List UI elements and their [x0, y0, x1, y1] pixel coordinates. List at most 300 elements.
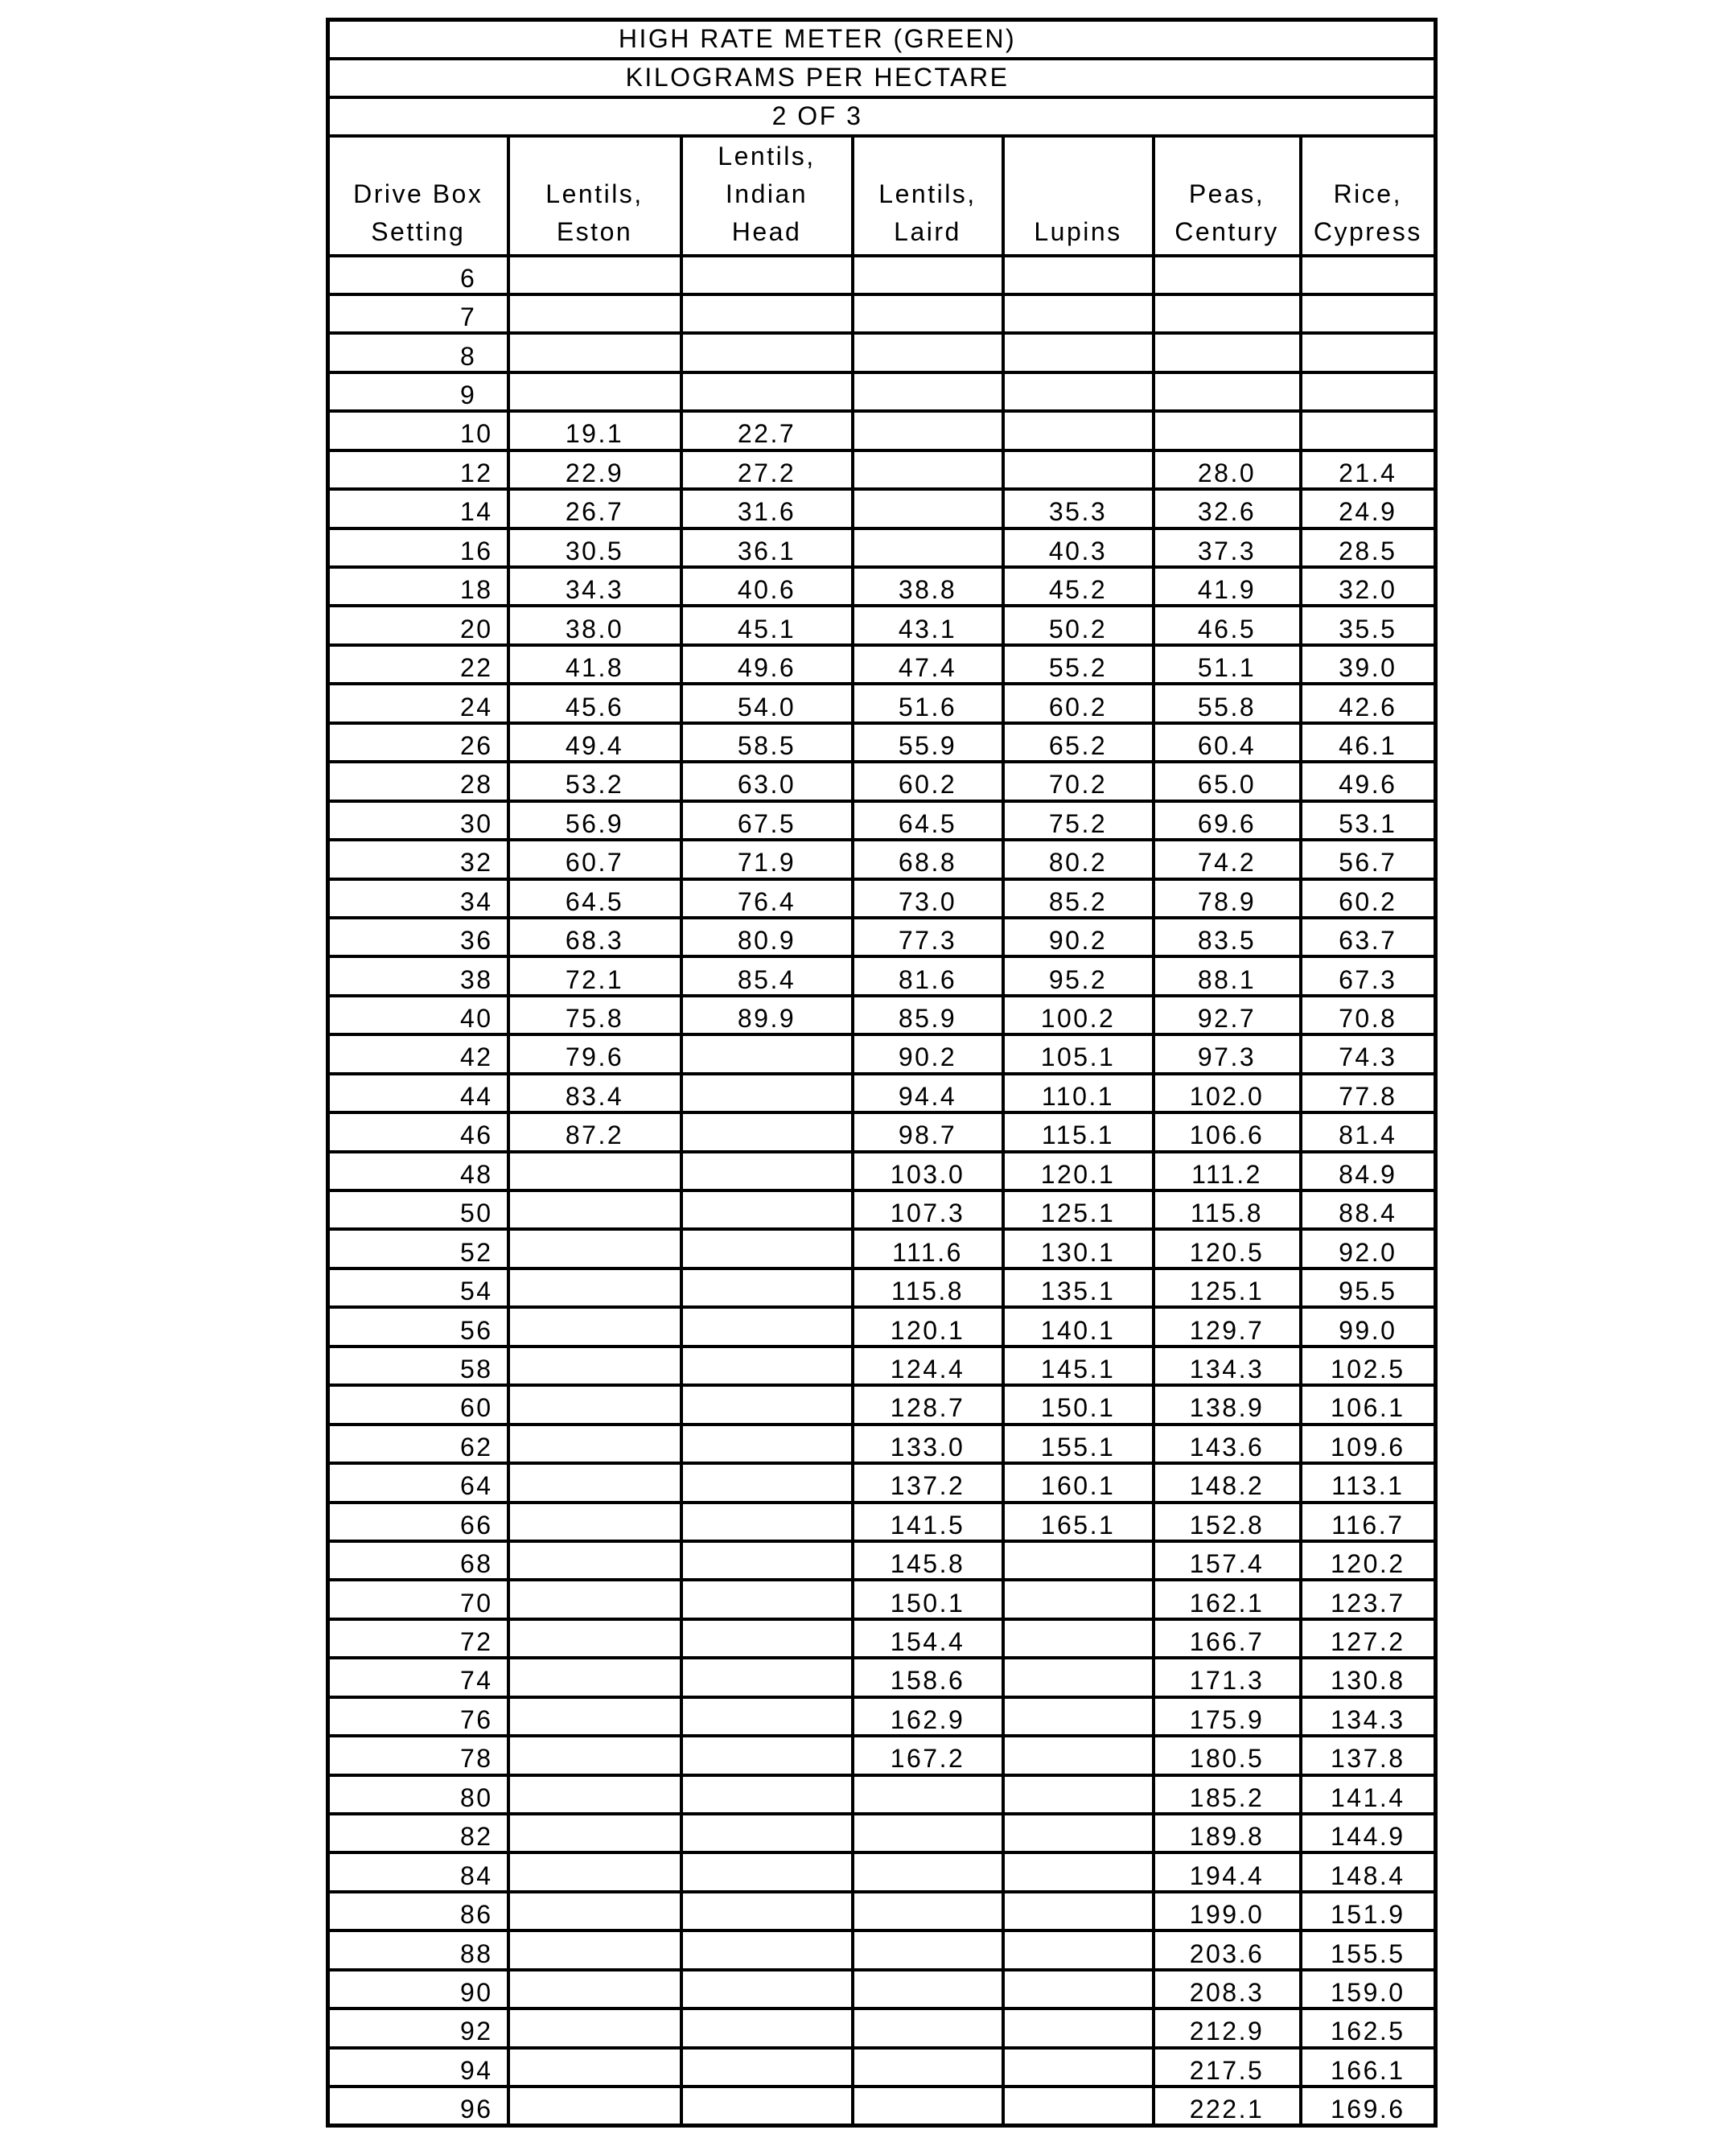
cell-lentils-eston: 38.0: [508, 606, 681, 644]
cell-lupins: 40.3: [1003, 528, 1154, 567]
cell-lentils-laird: 85.9: [853, 996, 1003, 1034]
table-row: [328, 372, 1436, 411]
cell-lentils-eston: [508, 1190, 681, 1229]
cell-lentils-eston: [508, 294, 681, 333]
cell-lentils-indian-head: [681, 1152, 853, 1190]
cell-lentils-laird: [853, 372, 1003, 411]
cell-lentils-indian-head: [681, 1775, 853, 1814]
setting-cell: 14: [328, 489, 508, 528]
table-row: [328, 294, 1436, 333]
cell-lupins: 160.1: [1003, 1463, 1154, 1502]
cell-lentils-indian-head: 49.6: [681, 645, 853, 684]
cell-lupins: [1003, 411, 1154, 450]
setting-cell: 48: [328, 1152, 508, 1190]
cell-rice-cypress: 63.7: [1301, 918, 1436, 956]
cell-lentils-eston: [508, 1892, 681, 1930]
cell-peas-century: 203.6: [1154, 1930, 1301, 1969]
setting-cell: 88: [328, 1930, 508, 1969]
cell-lentils-indian-head: [681, 1697, 853, 1736]
cell-lentils-indian-head: 71.9: [681, 840, 853, 878]
cell-lentils-eston: [508, 1736, 681, 1774]
cell-lentils-eston: 19.1: [508, 411, 681, 450]
cell-lentils-laird: 137.2: [853, 1463, 1003, 1502]
setting-cell: 24: [328, 684, 508, 722]
cell-lentils-laird: 94.4: [853, 1074, 1003, 1112]
cell-lentils-eston: 53.2: [508, 762, 681, 800]
cell-rice-cypress: 155.5: [1301, 1930, 1436, 1969]
cell-lentils-eston: 34.3: [508, 567, 681, 606]
cell-rice-cypress: 70.8: [1301, 996, 1436, 1034]
cell-lentils-eston: 87.2: [508, 1112, 681, 1151]
cell-lentils-laird: 107.3: [853, 1190, 1003, 1229]
cell-lupins: 115.1: [1003, 1112, 1154, 1151]
cell-lentils-laird: 124.4: [853, 1347, 1003, 1385]
cell-lentils-indian-head: [681, 2087, 853, 2126]
setting-cell: 90: [328, 1970, 508, 2008]
cell-lentils-eston: 41.8: [508, 645, 681, 684]
table-title: HIGH RATE METER (GREEN): [328, 20, 1436, 59]
cell-lentils-eston: [508, 1347, 681, 1385]
cell-peas-century: 180.5: [1154, 1736, 1301, 1774]
table-row: [328, 1775, 1436, 1814]
cell-lentils-eston: 83.4: [508, 1074, 681, 1112]
table-row: [328, 1307, 1436, 1346]
high-rate-meter-table: [326, 18, 1438, 2128]
table-row: [328, 2048, 1436, 2087]
cell-lentils-laird: 167.2: [853, 1736, 1003, 1774]
setting-cell: 78: [328, 1736, 508, 1774]
cell-lentils-indian-head: [681, 1970, 853, 2008]
table-row: [328, 1112, 1436, 1151]
cell-peas-century: 115.8: [1154, 1190, 1301, 1229]
setting-cell: 66: [328, 1503, 508, 1541]
setting-cell: 46: [328, 1112, 508, 1151]
table-row: [328, 684, 1436, 722]
cell-lentils-indian-head: [681, 1074, 853, 1112]
cell-lupins: [1003, 372, 1154, 411]
table-row: [328, 1930, 1436, 1969]
cell-peas-century: 208.3: [1154, 1970, 1301, 2008]
cell-peas-century: 28.0: [1154, 450, 1301, 489]
column-header-lentils-laird: Lentils, Laird: [853, 136, 1003, 256]
cell-lentils-indian-head: [681, 1463, 853, 1502]
cell-lentils-indian-head: [681, 1580, 853, 1618]
title-row: [328, 20, 1436, 59]
cell-lupins: 145.1: [1003, 1347, 1154, 1385]
cell-lentils-eston: [508, 1775, 681, 1814]
table-row: [328, 1580, 1436, 1618]
cell-lentils-eston: [508, 1580, 681, 1618]
cell-lentils-laird: 64.5: [853, 801, 1003, 840]
cell-lentils-laird: [853, 2048, 1003, 2087]
cell-lentils-eston: 56.9: [508, 801, 681, 840]
table-row: [328, 1034, 1436, 1073]
table-row: [328, 1152, 1436, 1190]
cell-lentils-laird: 77.3: [853, 918, 1003, 956]
cell-lupins: [1003, 333, 1154, 372]
setting-cell: 32: [328, 840, 508, 878]
setting-cell: 42: [328, 1034, 508, 1073]
cell-lupins: 130.1: [1003, 1229, 1154, 1268]
cell-lupins: [1003, 1658, 1154, 1696]
setting-cell: 7: [328, 294, 508, 333]
cell-lupins: [1003, 1892, 1154, 1930]
cell-rice-cypress: 148.4: [1301, 1852, 1436, 1891]
cell-peas-century: [1154, 256, 1301, 294]
cell-peas-century: 162.1: [1154, 1580, 1301, 1618]
table-row: [328, 1619, 1436, 1658]
cell-peas-century: 106.6: [1154, 1112, 1301, 1151]
table-row: [328, 256, 1436, 294]
cell-lentils-indian-head: 76.4: [681, 879, 853, 918]
cell-lentils-eston: 26.7: [508, 489, 681, 528]
page-indicator: 2 OF 3: [328, 97, 1436, 136]
cell-lentils-indian-head: 27.2: [681, 450, 853, 489]
cell-lentils-indian-head: [681, 1034, 853, 1073]
cell-lentils-laird: 38.8: [853, 567, 1003, 606]
table-row: [328, 1970, 1436, 2008]
table-row: [328, 956, 1436, 995]
cell-lentils-eston: [508, 2048, 681, 2087]
table-row: [328, 1425, 1436, 1463]
cell-rice-cypress: 159.0: [1301, 1970, 1436, 2008]
cell-lentils-eston: [508, 1930, 681, 1969]
cell-peas-century: 171.3: [1154, 1658, 1301, 1696]
table-row: [328, 996, 1436, 1034]
cell-lentils-eston: [508, 1425, 681, 1463]
cell-lentils-indian-head: [681, 1385, 853, 1424]
setting-cell: 76: [328, 1697, 508, 1736]
cell-lentils-indian-head: [681, 1619, 853, 1658]
cell-lentils-indian-head: [681, 1112, 853, 1151]
cell-lupins: [1003, 1580, 1154, 1618]
table-row: [328, 1229, 1436, 1268]
cell-lentils-laird: [853, 2008, 1003, 2047]
cell-lentils-laird: [853, 294, 1003, 333]
cell-lupins: 150.1: [1003, 1385, 1154, 1424]
cell-lentils-laird: 162.9: [853, 1697, 1003, 1736]
table-row: [328, 645, 1436, 684]
cell-rice-cypress: 137.8: [1301, 1736, 1436, 1774]
cell-lentils-laird: 115.8: [853, 1268, 1003, 1307]
column-header-row: [328, 136, 1436, 256]
cell-lentils-eston: [508, 1658, 681, 1696]
cell-peas-century: 217.5: [1154, 2048, 1301, 2087]
table-row: [328, 762, 1436, 800]
cell-peas-century: 152.8: [1154, 1503, 1301, 1541]
cell-peas-century: [1154, 294, 1301, 333]
cell-lentils-laird: [853, 256, 1003, 294]
cell-lentils-indian-head: [681, 1503, 853, 1541]
cell-lentils-indian-head: [681, 1268, 853, 1307]
cell-lupins: 140.1: [1003, 1307, 1154, 1346]
cell-lentils-laird: 98.7: [853, 1112, 1003, 1151]
setting-cell: 38: [328, 956, 508, 995]
cell-lentils-laird: 47.4: [853, 645, 1003, 684]
cell-lupins: [1003, 1970, 1154, 2008]
cell-peas-century: 55.8: [1154, 684, 1301, 722]
cell-peas-century: 134.3: [1154, 1347, 1301, 1385]
table-row: [328, 489, 1436, 528]
cell-lentils-eston: [508, 372, 681, 411]
cell-peas-century: 194.4: [1154, 1852, 1301, 1891]
cell-rice-cypress: 39.0: [1301, 645, 1436, 684]
cell-peas-century: 189.8: [1154, 1814, 1301, 1852]
cell-lentils-eston: [508, 1385, 681, 1424]
cell-lupins: 35.3: [1003, 489, 1154, 528]
cell-peas-century: 138.9: [1154, 1385, 1301, 1424]
cell-lentils-indian-head: 85.4: [681, 956, 853, 995]
setting-cell: 44: [328, 1074, 508, 1112]
cell-lentils-laird: [853, 528, 1003, 567]
setting-cell: 62: [328, 1425, 508, 1463]
cell-rice-cypress: 46.1: [1301, 723, 1436, 762]
cell-peas-century: 120.5: [1154, 1229, 1301, 1268]
table-row: [328, 1541, 1436, 1580]
setting-cell: 54: [328, 1268, 508, 1307]
cell-lentils-laird: 51.6: [853, 684, 1003, 722]
table-row: [328, 1697, 1436, 1736]
cell-lentils-eston: [508, 1697, 681, 1736]
cell-lupins: [1003, 1930, 1154, 1969]
cell-lentils-eston: 22.9: [508, 450, 681, 489]
cell-rice-cypress: 81.4: [1301, 1112, 1436, 1151]
cell-rice-cypress: 28.5: [1301, 528, 1436, 567]
cell-peas-century: 143.6: [1154, 1425, 1301, 1463]
cell-peas-century: 175.9: [1154, 1697, 1301, 1736]
cell-lupins: 120.1: [1003, 1152, 1154, 1190]
cell-peas-century: 88.1: [1154, 956, 1301, 995]
cell-lentils-eston: [508, 2008, 681, 2047]
cell-lupins: 45.2: [1003, 567, 1154, 606]
cell-rice-cypress: 84.9: [1301, 1152, 1436, 1190]
cell-lentils-laird: [853, 1970, 1003, 2008]
cell-lupins: 65.2: [1003, 723, 1154, 762]
cell-lupins: 155.1: [1003, 1425, 1154, 1463]
cell-lentils-laird: [853, 450, 1003, 489]
cell-peas-century: 166.7: [1154, 1619, 1301, 1658]
cell-rice-cypress: 166.1: [1301, 2048, 1436, 2087]
table-subtitle: KILOGRAMS PER HECTARE: [328, 59, 1436, 97]
cell-lupins: [1003, 1852, 1154, 1891]
cell-lupins: 85.2: [1003, 879, 1154, 918]
cell-lupins: 135.1: [1003, 1268, 1154, 1307]
cell-rice-cypress: 49.6: [1301, 762, 1436, 800]
cell-rice-cypress: 56.7: [1301, 840, 1436, 878]
subtitle-row: [328, 59, 1436, 97]
cell-lentils-indian-head: 80.9: [681, 918, 853, 956]
cell-lupins: [1003, 256, 1154, 294]
cell-lupins: [1003, 294, 1154, 333]
cell-lentils-indian-head: 67.5: [681, 801, 853, 840]
cell-lentils-eston: [508, 1152, 681, 1190]
cell-lentils-laird: 43.1: [853, 606, 1003, 644]
cell-lentils-indian-head: [681, 1658, 853, 1696]
cell-lentils-laird: [853, 1814, 1003, 1852]
cell-lupins: 125.1: [1003, 1190, 1154, 1229]
column-header-lentils-eston: Lentils, Eston: [508, 136, 681, 256]
setting-cell: 82: [328, 1814, 508, 1852]
table-row: [328, 723, 1436, 762]
cell-lentils-laird: 120.1: [853, 1307, 1003, 1346]
cell-peas-century: 157.4: [1154, 1541, 1301, 1580]
cell-lupins: 100.2: [1003, 996, 1154, 1034]
cell-lupins: 75.2: [1003, 801, 1154, 840]
table-row: [328, 1814, 1436, 1852]
cell-lentils-eston: [508, 1814, 681, 1852]
cell-lupins: [1003, 450, 1154, 489]
cell-lupins: 50.2: [1003, 606, 1154, 644]
table-row: [328, 1892, 1436, 1930]
cell-lentils-indian-head: [681, 1814, 853, 1852]
cell-lentils-eston: 72.1: [508, 956, 681, 995]
table-row: [328, 528, 1436, 567]
cell-lentils-indian-head: 58.5: [681, 723, 853, 762]
setting-cell: 6: [328, 256, 508, 294]
table-row: [328, 1268, 1436, 1307]
cell-lentils-indian-head: [681, 372, 853, 411]
cell-lentils-eston: [508, 1503, 681, 1541]
cell-lentils-laird: 90.2: [853, 1034, 1003, 1073]
cell-peas-century: 83.5: [1154, 918, 1301, 956]
cell-rice-cypress: 32.0: [1301, 567, 1436, 606]
setting-cell: 72: [328, 1619, 508, 1658]
cell-peas-century: 32.6: [1154, 489, 1301, 528]
cell-lentils-eston: 60.7: [508, 840, 681, 878]
cell-rice-cypress: 130.8: [1301, 1658, 1436, 1696]
cell-lentils-eston: 45.6: [508, 684, 681, 722]
cell-rice-cypress: 113.1: [1301, 1463, 1436, 1502]
column-header-lupins: Lupins: [1003, 136, 1154, 256]
cell-lentils-laird: [853, 1930, 1003, 1969]
setting-cell: 34: [328, 879, 508, 918]
cell-lentils-eston: [508, 256, 681, 294]
cell-rice-cypress: 92.0: [1301, 1229, 1436, 1268]
setting-cell: 10: [328, 411, 508, 450]
cell-lupins: [1003, 1541, 1154, 1580]
cell-lupins: 105.1: [1003, 1034, 1154, 1073]
cell-lupins: [1003, 2048, 1154, 2087]
cell-lupins: 55.2: [1003, 645, 1154, 684]
cell-lupins: [1003, 1697, 1154, 1736]
cell-peas-century: [1154, 333, 1301, 372]
table-row: [328, 918, 1436, 956]
cell-lentils-laird: 141.5: [853, 1503, 1003, 1541]
cell-lentils-indian-head: 22.7: [681, 411, 853, 450]
setting-cell: 16: [328, 528, 508, 567]
cell-lentils-indian-head: [681, 2008, 853, 2047]
setting-cell: 64: [328, 1463, 508, 1502]
cell-peas-century: [1154, 411, 1301, 450]
cell-lupins: 110.1: [1003, 1074, 1154, 1112]
table-row: [328, 1503, 1436, 1541]
cell-rice-cypress: 120.2: [1301, 1541, 1436, 1580]
cell-lentils-laird: 133.0: [853, 1425, 1003, 1463]
table-row: [328, 1190, 1436, 1229]
cell-lupins: 95.2: [1003, 956, 1154, 995]
cell-lentils-laird: 150.1: [853, 1580, 1003, 1618]
cell-lentils-indian-head: [681, 1930, 853, 1969]
page-indicator-row: [328, 97, 1436, 136]
column-header-peas-century: Peas, Century: [1154, 136, 1301, 256]
setting-cell: 12: [328, 450, 508, 489]
cell-lentils-indian-head: 89.9: [681, 996, 853, 1034]
setting-cell: 22: [328, 645, 508, 684]
cell-lentils-laird: 158.6: [853, 1658, 1003, 1696]
cell-lentils-eston: [508, 1268, 681, 1307]
cell-lentils-indian-head: 40.6: [681, 567, 853, 606]
cell-lupins: [1003, 1619, 1154, 1658]
cell-lentils-laird: 111.6: [853, 1229, 1003, 1268]
cell-rice-cypress: 127.2: [1301, 1619, 1436, 1658]
column-header-rice-cypress: Rice, Cypress: [1301, 136, 1436, 256]
cell-rice-cypress: 123.7: [1301, 1580, 1436, 1618]
cell-lentils-eston: 30.5: [508, 528, 681, 567]
setting-cell: 58: [328, 1347, 508, 1385]
cell-rice-cypress: 67.3: [1301, 956, 1436, 995]
setting-cell: 26: [328, 723, 508, 762]
cell-lentils-eston: [508, 1541, 681, 1580]
cell-lentils-indian-head: [681, 256, 853, 294]
cell-lentils-eston: [508, 1463, 681, 1502]
cell-lupins: [1003, 1814, 1154, 1852]
cell-peas-century: 129.7: [1154, 1307, 1301, 1346]
cell-rice-cypress: [1301, 333, 1436, 372]
table-row: [328, 801, 1436, 840]
cell-rice-cypress: [1301, 294, 1436, 333]
cell-rice-cypress: 53.1: [1301, 801, 1436, 840]
cell-lentils-indian-head: 31.6: [681, 489, 853, 528]
cell-rice-cypress: 141.4: [1301, 1775, 1436, 1814]
cell-lentils-indian-head: [681, 1425, 853, 1463]
table-row: [328, 1736, 1436, 1774]
cell-rice-cypress: [1301, 411, 1436, 450]
cell-lentils-laird: [853, 1852, 1003, 1891]
cell-rice-cypress: 35.5: [1301, 606, 1436, 644]
setting-cell: 36: [328, 918, 508, 956]
cell-peas-century: 97.3: [1154, 1034, 1301, 1073]
cell-lupins: 90.2: [1003, 918, 1154, 956]
setting-cell: 18: [328, 567, 508, 606]
cell-rice-cypress: 99.0: [1301, 1307, 1436, 1346]
cell-peas-century: 222.1: [1154, 2087, 1301, 2126]
cell-rice-cypress: 21.4: [1301, 450, 1436, 489]
table-row: [328, 606, 1436, 644]
setting-cell: 52: [328, 1229, 508, 1268]
cell-lentils-eston: 64.5: [508, 879, 681, 918]
cell-lentils-laird: 154.4: [853, 1619, 1003, 1658]
cell-lentils-eston: [508, 2087, 681, 2126]
column-header-lentils-indian-head: Lentils, Indian Head: [681, 136, 853, 256]
cell-rice-cypress: 77.8: [1301, 1074, 1436, 1112]
cell-lentils-eston: [508, 1852, 681, 1891]
cell-lentils-laird: [853, 1892, 1003, 1930]
table-row: [328, 1852, 1436, 1891]
cell-lentils-laird: [853, 333, 1003, 372]
setting-cell: 40: [328, 996, 508, 1034]
cell-peas-century: 69.6: [1154, 801, 1301, 840]
setting-cell: 9: [328, 372, 508, 411]
setting-cell: 50: [328, 1190, 508, 1229]
setting-cell: 70: [328, 1580, 508, 1618]
cell-rice-cypress: 74.3: [1301, 1034, 1436, 1073]
cell-rice-cypress: 60.2: [1301, 879, 1436, 918]
cell-lentils-laird: 55.9: [853, 723, 1003, 762]
cell-lentils-laird: 128.7: [853, 1385, 1003, 1424]
cell-lentils-laird: 103.0: [853, 1152, 1003, 1190]
cell-lentils-eston: [508, 1229, 681, 1268]
cell-peas-century: 60.4: [1154, 723, 1301, 762]
